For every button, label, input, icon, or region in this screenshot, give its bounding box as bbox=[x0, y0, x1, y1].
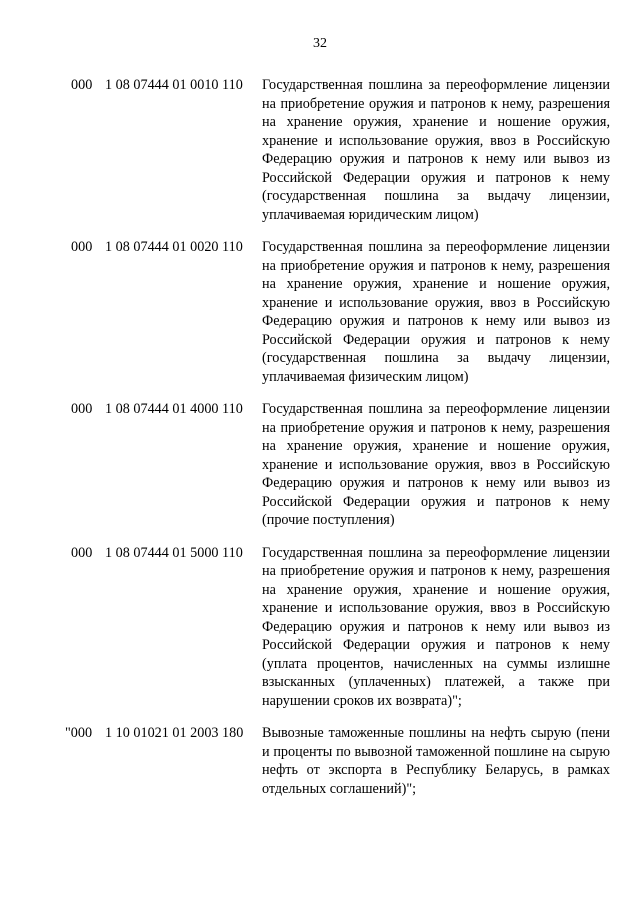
row-description: Государственная пошлина за переоформление лицензии на приобретение оружия и патронов к нему, разрешения на хранение оружия, хранение и ношение оружия, хранение и использование оружия, ввоз в Российскую Федерацию оружия и патронов к нему или вывоз из Российской Федерации оружия и патронов к нему (прочие поступления) bbox=[262, 401, 610, 528]
row-description: Государственная пошлина за переоформление лицензии на приобретение оружия и патронов к нему, разрешения на хранение оружия, хранение и ношение оружия, хранение и использование оружия, ввоз в Российскую Федерацию оружия и патронов к нему или вывоз из Российской Федерации оружия и патронов к нему (уплата процентов, начисленных на суммы излишне взысканных (уплаченных) платежей, а также при нарушении сроков их возврата)"; bbox=[262, 544, 610, 709]
kbk-code: 1 08 07444 01 4000 110 bbox=[105, 401, 243, 417]
kbk-code: 1 08 07444 01 5000 110 bbox=[105, 544, 243, 561]
admin-code: "000 bbox=[65, 725, 93, 741]
table-row bbox=[0, 544, 640, 711]
admin-code: 000 bbox=[71, 77, 93, 93]
page-number: 32 bbox=[313, 36, 327, 51]
admin-code: 000 bbox=[71, 239, 93, 255]
row-description: Вывозные таможенные пошлины на нефть сырую (пени и проценты по вывозной таможенной пошлине на сырую нефть от экспорта в Республику Беларусь, в рамках отдельных соглашений)"; bbox=[262, 725, 610, 797]
admin-code: 000 bbox=[71, 401, 93, 417]
kbk-code: 1 08 07444 01 0020 110 bbox=[105, 239, 243, 255]
kbk-code: 1 08 07444 01 0010 110 bbox=[105, 77, 243, 93]
row-description: Государственная пошлина за переоформление лицензии на приобретение оружия и патронов к нему, разрешения на хранение оружия, хранение и ношение оружия, хранение и использование оружия, ввоз в Российскую Федерацию оружия и патронов к нему или вывоз из Российской Федерации оружия и патронов к нему (государственная пошлина за выдачу лицензии, уплачиваемая юридическим лицом) bbox=[262, 77, 610, 223]
table-row bbox=[0, 76, 640, 224]
admin-code: 000 bbox=[71, 544, 93, 561]
budget-classification-table bbox=[0, 76, 640, 812]
kbk-code: 1 10 01021 01 2003 180 bbox=[105, 725, 244, 741]
table-row bbox=[0, 400, 640, 530]
table-row bbox=[0, 238, 640, 386]
table-row bbox=[0, 724, 640, 798]
row-description: Государственная пошлина за переоформление лицензии на приобретение оружия и патронов к нему, разрешения на хранение оружия, хранение и ношение оружия, хранение и использование оружия, ввоз в Российскую Федерацию оружия и патронов к нему или вывоз из Российской Федерации оружия и патронов к нему (государственная пошлина за выдачу лицензии, уплачиваемая физическим лицом) bbox=[262, 239, 610, 385]
